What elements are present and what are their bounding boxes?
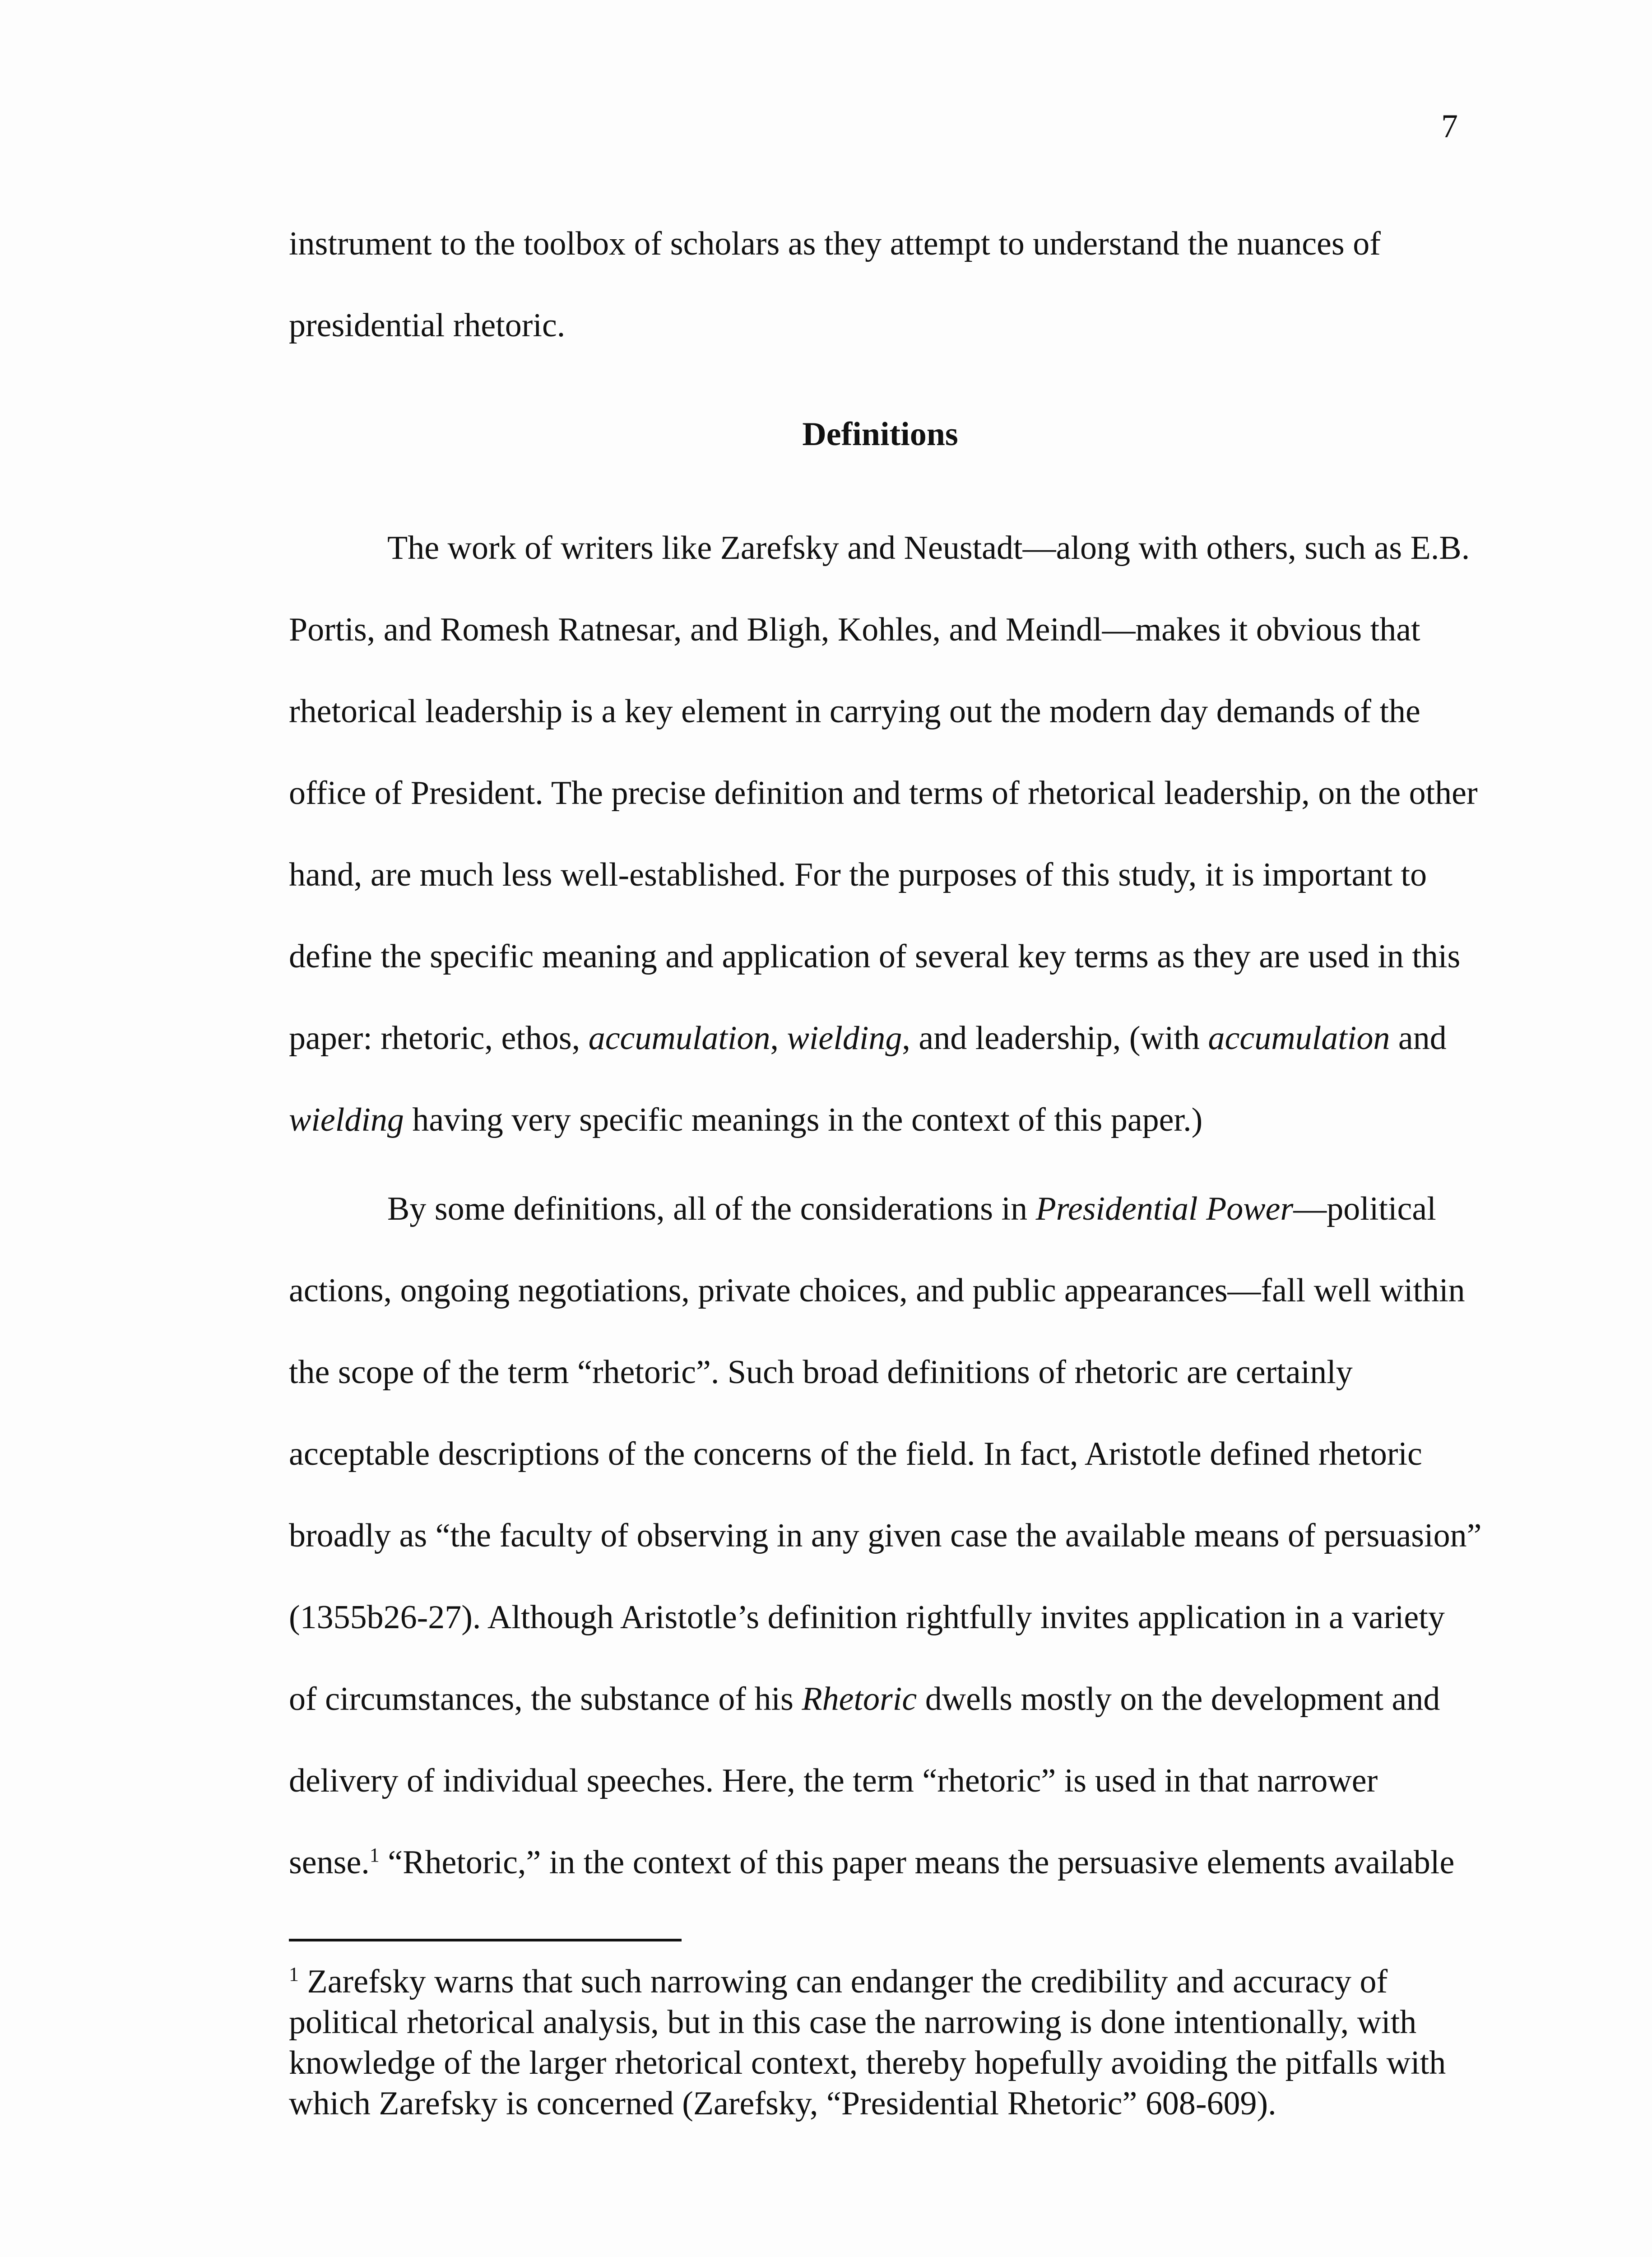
page-number: 7 (1441, 108, 1458, 145)
text-line: instrument to the toolbox of scholars as they attempt to understand the nuances of (289, 225, 1381, 262)
text-run: paper: rhetoric, ethos, (289, 1020, 589, 1057)
text-run: having very specific meanings in the context of this paper.) (404, 1101, 1203, 1138)
text-line: the scope of the term “rhetoric”. Such broad definitions of rhetoric are certainly (289, 1354, 1353, 1391)
footnote-line: which Zarefsky is concerned (Zarefsky, “Presidential Rhetoric” 608-609). (289, 2085, 1276, 2122)
italic-title: Presidential Power (1035, 1190, 1294, 1227)
text-line: actions, ongoing negotiations, private choices, and public appearances—fall well within (289, 1272, 1465, 1309)
footnote-separator (289, 1939, 682, 1941)
text-run: sense. (289, 1844, 370, 1881)
text-line: Portis, and Romesh Ratnesar, and Bligh, Kohles, and Meindl—makes it obvious that (289, 611, 1420, 648)
text-line (289, 1822, 1471, 1904)
footnote-line: knowledge of the larger rhetorical context, thereby hopefully avoiding the pitfalls with (289, 2044, 1446, 2081)
text-line: (1355b26-27). Although Aristotle’s definition rightfully invites application in a variety (289, 1599, 1445, 1636)
text-run: “Rhetoric,” in the context of this paper means the persuasive elements available (379, 1844, 1455, 1881)
italic-term: accumulation (588, 1020, 770, 1057)
text-run: of circumstances, the substance of his (289, 1681, 802, 1718)
text-run: By some definitions, all of the considerations in (387, 1190, 1036, 1227)
paragraph-rhetoric-definition (289, 1168, 1482, 1904)
text-line: define the specific meaning and application of several key terms as they are used in this (289, 938, 1461, 975)
text-line: The work of writers like Zarefsky and Neustadt—along with others, such as E.B. (387, 529, 1470, 567)
text-run: dwells mostly on the development and (917, 1681, 1440, 1718)
continuation-paragraph (289, 203, 1471, 367)
footnote-marker: 1 (289, 1963, 299, 1985)
text-run: Zarefsky warns that such narrowing can endanger the credibility and accuracy of (299, 1963, 1388, 2000)
italic-term: accumulation (1208, 1020, 1390, 1057)
text-line: hand, are much less well-established. For the purposes of this study, it is important to (289, 856, 1427, 893)
text-run: and (1390, 1020, 1447, 1057)
text-line (289, 1079, 1471, 1161)
section-heading: Definitions (802, 416, 958, 453)
text-line (289, 998, 1471, 1079)
text-line (289, 1658, 1471, 1740)
footnote (289, 1961, 1471, 2124)
italic-term: wielding (787, 1020, 902, 1057)
text-run: , and leadership, (with (902, 1020, 1208, 1057)
text-line: delivery of individual speeches. Here, the term “rhetoric” is used in that narrower (289, 1762, 1378, 1799)
footnote-line: political rhetorical analysis, but in this case the narrowing is done intentionally, with (289, 2004, 1417, 2041)
italic-term: wielding (289, 1101, 404, 1138)
text-line: acceptable descriptions of the concerns of the field. In fact, Aristotle defined rhetoric (289, 1435, 1422, 1472)
text-run: —political (1293, 1190, 1436, 1227)
text-line (289, 1168, 1471, 1250)
footnote-line (289, 1961, 1471, 2002)
text-line: presidential rhetoric. (289, 307, 566, 344)
text-line: broadly as “the faculty of observing in any given case the available means of persuasion” (289, 1517, 1482, 1554)
text-line: rhetorical leadership is a key element in carrying out the modern day demands of the (289, 693, 1420, 730)
paragraph-definitions-intro (289, 507, 1478, 1161)
footnote-reference: 1 (369, 1844, 380, 1866)
text-run: , (770, 1020, 787, 1057)
text-line: office of President. The precise definition and terms of rhetorical leadership, on the other (289, 775, 1478, 812)
italic-title: Rhetoric (802, 1681, 917, 1718)
